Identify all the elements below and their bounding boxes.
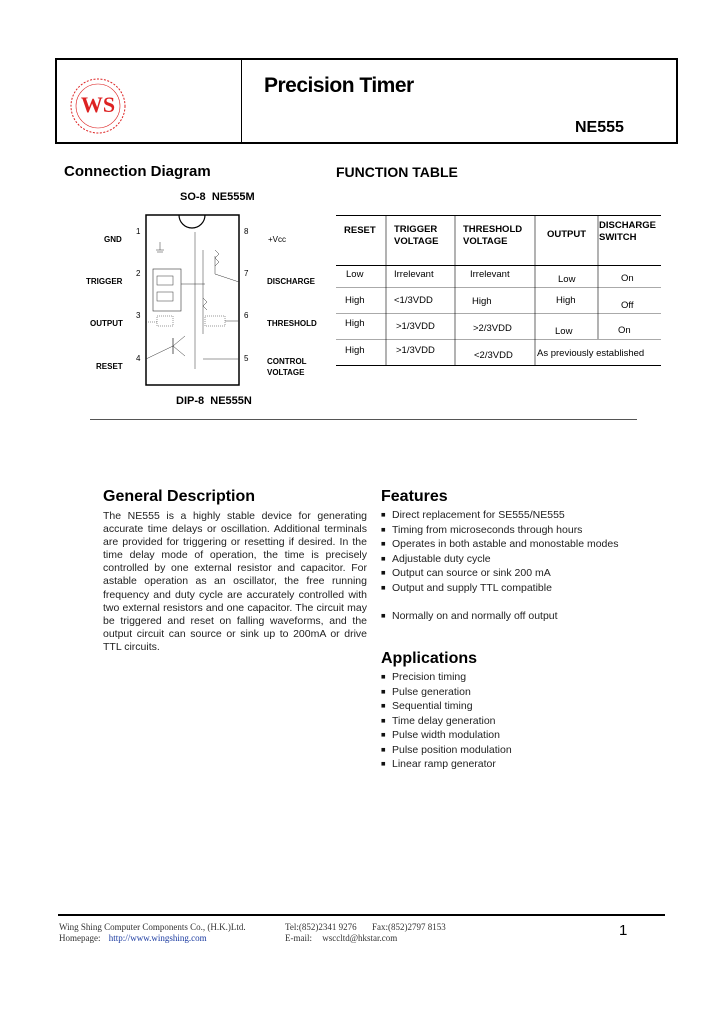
feature-item: ■ Direct replacement for SE555/NE555 (392, 508, 682, 523)
r1-threshold: Irrelevant (470, 269, 510, 280)
r3-output: Low (555, 326, 573, 337)
connection-title: Connection Diagram (64, 163, 211, 180)
header-right-rule (676, 58, 678, 143)
application-item: ■ Pulse width modulation (392, 728, 682, 743)
th-output: OUTPUT (547, 229, 587, 240)
r1-discharge: On (621, 273, 634, 284)
r3-discharge: On (618, 325, 631, 336)
logo-text: WS (80, 92, 116, 117)
pin-label-trigger: TRIGGER (86, 277, 123, 286)
application-item: ■ Time delay generation (392, 714, 682, 729)
features-title: Features (381, 488, 448, 505)
page-number: 1 (619, 922, 628, 939)
th-trigger: TRIGGER VOLTAGE (394, 224, 439, 247)
feature-item: ■ Normally on and normally off output (392, 609, 682, 624)
application-item: ■ Pulse position modulation (392, 743, 682, 758)
r4-trigger: >1/3VDD (396, 345, 435, 356)
footer-email (285, 933, 397, 943)
r2-reset: High (345, 295, 365, 306)
general-title: General Description (103, 488, 256, 505)
footer-tel: Tel:(852)2341 9276 (285, 922, 357, 932)
application-item: ■ Pulse generation (392, 685, 682, 700)
feature-item: ■ Output can source or sink 200 mA (392, 566, 682, 581)
feature-item: ■ Timing from microseconds through hours (392, 523, 682, 538)
email-link[interactable]: wsccltd@hkstar.com (322, 933, 398, 943)
pin-num-4: 4 (136, 354, 141, 363)
pin-num-8: 8 (244, 227, 249, 236)
section-divider (90, 419, 637, 420)
feature-item: ■ Adjustable duty cycle (392, 552, 682, 567)
footer-fax: Fax:(852)2797 8153 (372, 922, 446, 932)
header-top-rule (55, 58, 678, 60)
pin-label-voltage: VOLTAGE (267, 368, 305, 377)
function-table (336, 215, 661, 366)
r2-output: High (556, 295, 576, 306)
so8-package (180, 191, 255, 203)
r4-threshold: <2/3VDD (474, 350, 513, 361)
header-bottom-rule (55, 142, 678, 144)
pin-label-threshold: THRESHOLD (267, 319, 317, 328)
feature-item: ■ Output and supply TTL compatible (392, 581, 682, 596)
r3-reset: High (345, 318, 365, 329)
homepage-link[interactable]: http://www.wingshing.com (108, 933, 207, 943)
footer-rule (58, 914, 665, 916)
r2-threshold: High (472, 296, 492, 307)
email-label: E-mail: (285, 933, 312, 943)
company-logo (66, 74, 130, 138)
applications-title: Applications (381, 650, 478, 667)
feature-item: ■ Operates in both astable and monostable modes (392, 537, 682, 552)
header-divider (241, 58, 242, 143)
part-number: NE555 (575, 119, 624, 136)
application-item: ■ Sequential timing (392, 699, 682, 714)
r3-trigger: >1/3VDD (396, 321, 435, 332)
homepage-label: Homepage: (59, 933, 101, 943)
pin-num-2: 2 (136, 269, 141, 278)
pin-label-gnd: GND (104, 235, 122, 244)
r2-trigger: <1/3VDD (394, 295, 433, 306)
r1-reset: Low (346, 269, 364, 280)
pin-num-7: 7 (244, 269, 249, 278)
pin-label-control: CONTROL (267, 357, 307, 366)
applications-list (392, 670, 682, 772)
dip8-part: NE555N (210, 395, 252, 407)
pin-label-output: OUTPUT (90, 319, 123, 328)
r3-threshold: >2/3VDD (473, 323, 512, 334)
footer-company: Wing Shing Computer Components Co., (H.K.)Ltd. (59, 922, 246, 932)
header-left-rule (55, 58, 57, 143)
pin-num-5: 5 (244, 354, 249, 363)
dip8-package (176, 395, 252, 407)
th-discharge: DISCHARGE SWITCH (599, 220, 657, 243)
r4-reset: High (345, 345, 365, 356)
footer-homepage (59, 933, 207, 943)
th-threshold: THRESHOLD VOLTAGE (463, 224, 523, 247)
dip8-label: DIP-8 (176, 395, 205, 407)
pin-label-vcc: +Vcc (268, 235, 287, 244)
function-table-title: FUNCTION TABLE (336, 164, 458, 180)
so8-part: NE555M (211, 191, 255, 203)
pin-num-6: 6 (244, 311, 249, 320)
pin-num-1: 1 (136, 227, 141, 236)
ic-diagram (145, 214, 240, 386)
page-title: Precision Timer (264, 74, 414, 97)
pin-label-reset: RESET (96, 362, 123, 371)
r1-trigger: Irrelevant (394, 269, 434, 280)
r1-output: Low (558, 274, 576, 285)
pin-num-3: 3 (136, 311, 141, 320)
features-list (392, 508, 682, 624)
r4-output: As previously established (537, 348, 645, 359)
general-description: The NE555 is a highly stable device for generating accurate time delays or oscillation. Additional terminals are provided for triggering or resetting if desired. In the time delay mode of operation, the time is precisely controlled by one external resistor and capacitor. For astable operation as an oscillator, the free running frequency and duty cycle are accurately controlled with two external resistors and one capacitor. The circuit may be triggered and reset on falling waveforms, and the output circuit can source or sink up to 200mA or drive TTL circuits. (103, 510, 367, 653)
th-reset: RESET (344, 225, 376, 236)
r2-discharge: Off (621, 300, 634, 311)
application-item: ■ Linear ramp generator (392, 757, 682, 772)
pin-label-discharge: DISCHARGE (267, 277, 316, 286)
application-item: ■ Precision timing (392, 670, 682, 685)
so8-label: SO-8 (180, 191, 206, 203)
